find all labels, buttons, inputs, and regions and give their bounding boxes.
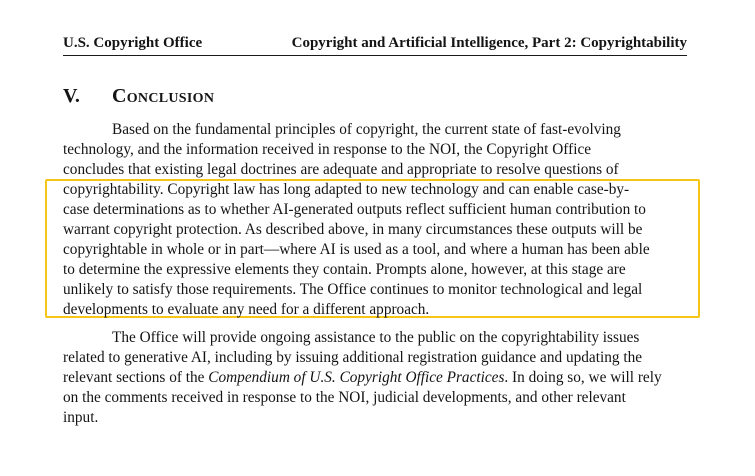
section-heading (63, 84, 214, 108)
running-header (63, 33, 687, 56)
compendium-title: Compendium of U.S. Copyright Office Practices (208, 369, 505, 386)
paragraph-line: unlikely to satisfy those requirements. The Office continues to monitor technological and legal (63, 281, 643, 298)
section-number: V. (63, 85, 80, 107)
section-title: Conclusion (112, 85, 215, 107)
paragraph-line: warrant copyright protection. As described above, in many circumstances these outputs will be (63, 221, 643, 238)
paragraph-line (63, 368, 703, 388)
paragraph-line: input. (63, 409, 99, 426)
line-text: . In doing so, we will rely (504, 369, 662, 386)
conclusion-paragraph-1 (63, 120, 703, 320)
paragraph-line: developments to evaluate any need for a different approach. (63, 301, 430, 318)
paragraph-line: concludes that existing legal doctrines are adequate and appropriate to resolve questions of (63, 161, 619, 178)
paragraph-line: related to generative AI, including by issuing additional registration guidance and updating the (63, 349, 643, 366)
paragraph-line: case determinations as to whether AI-generated outputs reflect sufficient human contribution to (63, 201, 646, 218)
conclusion-paragraph-2 (63, 328, 703, 428)
paragraph-line: Based on the fundamental principles of copyright, the current state of fast-evolving (112, 121, 621, 138)
paragraph-line: technology, and the information received in response to the NOI, the Copyright Office (63, 141, 592, 158)
line-text: relevant sections of the (63, 369, 209, 386)
paragraph-line: on the comments received in response to the NOI, judicial developments, and other relevant (63, 389, 626, 406)
paragraph-line: copyrightability. Copyright law has long adapted to new technology and can enable case-by- (63, 181, 630, 198)
paragraph-line: to determine the expressive elements they contain. Prompts alone, however, at this stage are (63, 261, 626, 278)
header-report-title: Copyright and Artificial Intelligence, Part 2: Copyrightability (291, 35, 687, 51)
header-office-name: U.S. Copyright Office (63, 35, 203, 51)
paragraph-line: The Office will provide ongoing assistance to the public on the copyrightability issues (112, 329, 640, 346)
paragraph-line: copyrightable in whole or in part—where AI is used as a tool, and where a human has been able (63, 241, 650, 258)
